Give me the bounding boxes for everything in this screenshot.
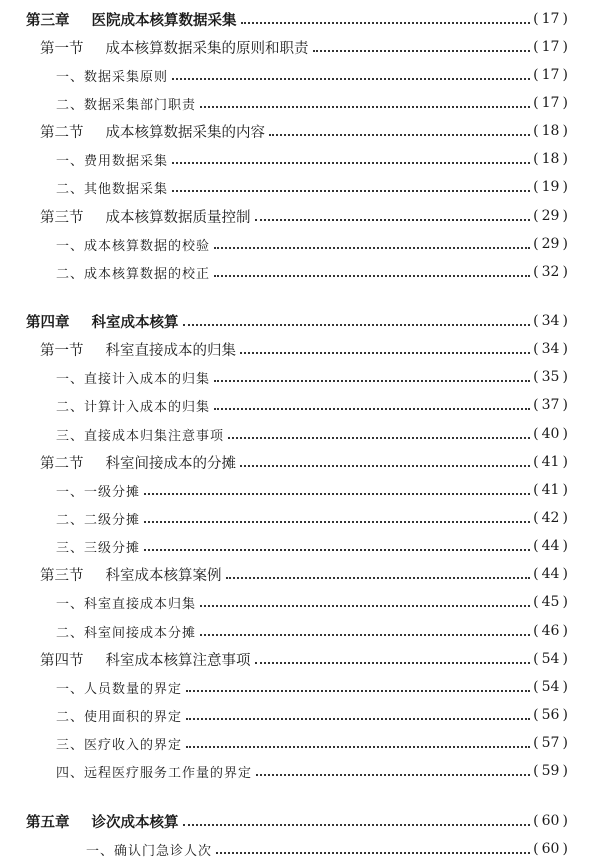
page-number xyxy=(533,313,594,329)
page-number xyxy=(533,482,594,498)
toc-item-entry[interactable] xyxy=(0,91,594,115)
page-number xyxy=(533,11,594,27)
dot-leader xyxy=(228,437,530,439)
toc-entry-title xyxy=(0,235,210,254)
toc-entry-text: 二、使用面积的界定 xyxy=(56,709,183,725)
page-number-value: 17 xyxy=(541,39,560,55)
paren-open: ( xyxy=(533,369,539,385)
page-number-value: 60 xyxy=(541,841,560,857)
page-number-value: 45 xyxy=(541,594,560,610)
paren-close: ) xyxy=(562,426,568,442)
toc-item-entry[interactable] xyxy=(0,590,594,614)
page-number-value: 18 xyxy=(541,123,560,139)
paren-close: ) xyxy=(562,566,568,582)
toc-entry-text: 二、数据采集部门职责 xyxy=(56,97,197,113)
toc-entry-title xyxy=(0,37,309,58)
page-number xyxy=(533,679,594,695)
dot-leader xyxy=(226,577,531,579)
paren-open: ( xyxy=(533,39,539,55)
toc-entry-title xyxy=(0,263,210,282)
toc-entry-text: 一、直接计入成本的归集 xyxy=(56,371,211,387)
toc-chapter-entry[interactable] xyxy=(0,809,594,833)
toc-entry-text: 四、远程医疗服务工作量的界定 xyxy=(56,765,253,781)
page-number-value: 41 xyxy=(541,482,560,498)
toc-entry-text: 成本核算数据采集的原则和职责 xyxy=(105,40,309,57)
toc-entry-number: 第二节 xyxy=(40,124,84,141)
toc-entry-title xyxy=(0,762,252,781)
paren-open: ( xyxy=(533,313,539,329)
toc-item-entry[interactable] xyxy=(0,422,594,446)
paren-open: ( xyxy=(533,236,539,252)
paren-open: ( xyxy=(533,594,539,610)
dot-leader xyxy=(186,718,530,720)
toc-entry-text: 三、三级分摊 xyxy=(56,540,141,556)
paren-open: ( xyxy=(533,841,539,857)
page-number xyxy=(533,707,594,723)
dot-leader xyxy=(256,774,530,776)
page-number-value: 42 xyxy=(541,510,560,526)
paren-close: ) xyxy=(562,397,568,413)
toc-entry-title xyxy=(0,537,140,556)
toc-item-entry[interactable] xyxy=(0,175,594,199)
toc-entry-title xyxy=(0,481,140,500)
page-number-value: 29 xyxy=(541,236,560,252)
paren-close: ) xyxy=(562,538,568,554)
page-number xyxy=(533,123,594,139)
toc-item-entry[interactable] xyxy=(0,232,594,256)
page-number xyxy=(533,735,594,751)
dot-leader xyxy=(200,106,530,108)
toc-chapter-entry[interactable] xyxy=(0,309,594,333)
toc-entry-text: 医院成本核算数据采集 xyxy=(91,12,237,29)
toc-entry-title xyxy=(0,452,236,473)
toc-entry-title xyxy=(0,339,236,360)
dot-leader xyxy=(269,134,530,136)
page-number xyxy=(533,397,594,413)
dot-leader xyxy=(183,324,531,326)
toc-entry-title xyxy=(0,622,196,641)
page-number xyxy=(533,841,594,857)
paren-open: ( xyxy=(533,454,539,470)
toc-entry-text: 二、计算计入成本的归集 xyxy=(56,399,211,415)
toc-entry-text: 三、医疗收入的界定 xyxy=(56,737,183,753)
paren-open: ( xyxy=(533,123,539,139)
paren-open: ( xyxy=(533,679,539,695)
page-number-value: 44 xyxy=(541,538,560,554)
toc-item-entry[interactable] xyxy=(0,63,594,87)
paren-close: ) xyxy=(562,510,568,526)
toc-entry-title xyxy=(0,94,196,113)
paren-close: ) xyxy=(562,11,568,27)
page-number-value: 54 xyxy=(541,679,560,695)
toc-entry-text: 二、成本核算数据的校正 xyxy=(56,266,211,282)
paren-close: ) xyxy=(562,623,568,639)
toc-section-entry[interactable] xyxy=(0,35,594,59)
toc-entry-title xyxy=(0,66,168,85)
toc-entry-text: 科室成本核算 xyxy=(91,314,179,331)
page-number-value: 29 xyxy=(541,208,560,224)
page-number-value: 17 xyxy=(541,11,560,27)
toc-entry-text: 一、费用数据采集 xyxy=(56,153,169,169)
toc-item-entry[interactable] xyxy=(0,506,594,530)
toc-entry-text: 二、二级分摊 xyxy=(56,512,141,528)
dot-leader xyxy=(172,162,530,164)
page-number-value: 56 xyxy=(541,707,560,723)
toc-item-entry[interactable] xyxy=(0,675,594,699)
paren-close: ) xyxy=(562,236,568,252)
toc-section-entry[interactable] xyxy=(0,562,594,586)
page-number-value: 40 xyxy=(541,426,560,442)
paren-open: ( xyxy=(533,482,539,498)
toc-entry-title xyxy=(0,206,251,227)
paren-open: ( xyxy=(533,95,539,111)
paren-close: ) xyxy=(562,369,568,385)
toc-entry-number: 第一节 xyxy=(40,342,84,359)
paren-close: ) xyxy=(562,264,568,280)
toc-entry-number: 第三节 xyxy=(40,567,84,584)
toc-entry-title xyxy=(0,840,212,859)
paren-close: ) xyxy=(562,679,568,695)
page-number xyxy=(533,651,594,667)
page-number xyxy=(533,264,594,280)
dot-leader xyxy=(313,50,531,52)
toc-entry-number: 第四节 xyxy=(40,652,84,669)
toc-entry-title xyxy=(0,121,265,142)
paren-close: ) xyxy=(562,841,568,857)
paren-close: ) xyxy=(562,735,568,751)
page-number xyxy=(533,67,594,83)
toc-item-entry[interactable] xyxy=(0,534,594,558)
toc-item-entry[interactable] xyxy=(0,703,594,727)
paren-open: ( xyxy=(533,538,539,554)
page-number xyxy=(533,95,594,111)
paren-open: ( xyxy=(533,151,539,167)
toc-entry-number: 第二节 xyxy=(40,455,84,472)
toc-item-entry[interactable] xyxy=(0,619,594,643)
paren-close: ) xyxy=(562,813,568,829)
toc-entry-text: 二、其他数据采集 xyxy=(56,181,169,197)
paren-open: ( xyxy=(533,11,539,27)
paren-open: ( xyxy=(533,813,539,829)
toc-item-entry[interactable] xyxy=(0,478,594,502)
dot-leader xyxy=(144,549,530,551)
toc-entry-number: 第一节 xyxy=(40,40,84,57)
paren-open: ( xyxy=(533,397,539,413)
toc-section-entry[interactable] xyxy=(0,204,594,228)
dot-leader xyxy=(200,634,530,636)
toc-entry-title xyxy=(0,593,196,612)
paren-open: ( xyxy=(533,426,539,442)
paren-close: ) xyxy=(562,763,568,779)
paren-close: ) xyxy=(562,39,568,55)
paren-open: ( xyxy=(533,341,539,357)
paren-open: ( xyxy=(533,623,539,639)
dot-leader xyxy=(240,465,530,467)
page-number xyxy=(533,594,594,610)
page-number-value: 54 xyxy=(541,651,560,667)
page-number xyxy=(533,426,594,442)
toc-entry-title xyxy=(0,509,140,528)
toc-entry-text: 一、一级分摊 xyxy=(56,484,141,500)
page-number xyxy=(533,39,594,55)
dot-leader xyxy=(172,78,530,80)
paren-open: ( xyxy=(533,510,539,526)
toc-entry-title xyxy=(0,811,179,832)
toc-entry-title xyxy=(0,564,222,585)
dot-leader xyxy=(255,662,531,664)
page-number xyxy=(533,813,594,829)
paren-close: ) xyxy=(562,482,568,498)
dot-leader xyxy=(214,247,530,249)
paren-open: ( xyxy=(533,67,539,83)
paren-open: ( xyxy=(533,179,539,195)
paren-close: ) xyxy=(562,179,568,195)
page-number xyxy=(533,454,594,470)
dot-leader xyxy=(240,352,530,354)
page-number-value: 37 xyxy=(541,397,560,413)
toc-entry-text: 成本核算数据采集的内容 xyxy=(105,124,265,141)
page-number-value: 57 xyxy=(541,735,560,751)
dot-leader xyxy=(172,190,530,192)
page-number-value: 17 xyxy=(541,67,560,83)
toc-entry-title xyxy=(0,425,224,444)
page-number-value: 35 xyxy=(541,369,560,385)
paren-close: ) xyxy=(562,594,568,610)
dot-leader xyxy=(186,746,530,748)
toc-entry-title xyxy=(0,368,210,387)
page-number-value: 41 xyxy=(541,454,560,470)
paren-close: ) xyxy=(562,341,568,357)
dot-leader xyxy=(144,521,530,523)
toc-entry-text: 成本核算数据质量控制 xyxy=(105,209,251,226)
toc-item-entry[interactable] xyxy=(0,837,594,861)
paren-close: ) xyxy=(562,123,568,139)
toc-item-entry[interactable] xyxy=(0,260,594,284)
page-number xyxy=(533,369,594,385)
toc-item-entry[interactable] xyxy=(0,147,594,171)
toc-section-entry[interactable] xyxy=(0,450,594,474)
toc-section-entry[interactable] xyxy=(0,647,594,671)
toc-section-entry[interactable] xyxy=(0,337,594,361)
paren-close: ) xyxy=(562,67,568,83)
dot-leader xyxy=(214,380,530,382)
dot-leader xyxy=(183,824,531,826)
page-number xyxy=(533,538,594,554)
toc-item-entry[interactable] xyxy=(0,731,594,755)
dot-leader xyxy=(200,605,530,607)
toc-entry-text: 二、科室间接成本分摊 xyxy=(56,625,197,641)
toc-entry-text: 一、数据采集原则 xyxy=(56,69,169,85)
paren-open: ( xyxy=(533,651,539,667)
paren-close: ) xyxy=(562,651,568,667)
paren-close: ) xyxy=(562,707,568,723)
toc-entry-number: 第三章 xyxy=(26,12,70,29)
toc-entry-title xyxy=(0,734,182,753)
toc-section-entry[interactable] xyxy=(0,119,594,143)
page-number xyxy=(533,151,594,167)
toc-item-entry[interactable] xyxy=(0,393,594,417)
page-number xyxy=(533,179,594,195)
page-number-value: 59 xyxy=(541,763,560,779)
paren-close: ) xyxy=(562,313,568,329)
toc-entry-text: 科室间接成本的分摊 xyxy=(105,455,236,472)
paren-open: ( xyxy=(533,735,539,751)
page-number xyxy=(533,341,594,357)
toc-entry-text: 一、科室直接成本归集 xyxy=(56,596,197,612)
toc-entry-number: 第五章 xyxy=(26,814,70,831)
toc-entry-title xyxy=(0,9,237,30)
toc-entry-title xyxy=(0,678,182,697)
toc-entry-text: 一、确认门急诊人次 xyxy=(86,843,213,859)
page-number-value: 19 xyxy=(541,179,560,195)
page-number xyxy=(533,566,594,582)
toc-entry-title xyxy=(0,178,168,197)
page-number xyxy=(533,236,594,252)
page-number-value: 32 xyxy=(541,264,560,280)
page-number-value: 18 xyxy=(541,151,560,167)
page-number-value: 17 xyxy=(541,95,560,111)
toc-entry-title xyxy=(0,649,251,670)
page-number xyxy=(533,763,594,779)
toc-item-entry[interactable] xyxy=(0,365,594,389)
toc-entry-title xyxy=(0,311,179,332)
page-number-value: 34 xyxy=(541,313,560,329)
toc-entry-text: 科室成本核算案例 xyxy=(105,567,222,584)
paren-open: ( xyxy=(533,566,539,582)
toc-entry-title xyxy=(0,706,182,725)
paren-open: ( xyxy=(533,763,539,779)
toc-entry-title xyxy=(0,150,168,169)
paren-open: ( xyxy=(533,264,539,280)
page-number xyxy=(533,208,594,224)
dot-leader xyxy=(216,852,530,854)
paren-close: ) xyxy=(562,151,568,167)
toc-item-entry[interactable] xyxy=(0,759,594,783)
paren-open: ( xyxy=(533,208,539,224)
toc-entry-text: 科室直接成本的归集 xyxy=(105,342,236,359)
page-number-value: 44 xyxy=(541,566,560,582)
toc-entry-title xyxy=(0,396,210,415)
dot-leader xyxy=(144,493,530,495)
paren-close: ) xyxy=(562,95,568,111)
page-number-value: 46 xyxy=(541,623,560,639)
toc-entry-number: 第四章 xyxy=(26,314,70,331)
toc-chapter-entry[interactable] xyxy=(0,7,594,31)
dot-leader xyxy=(214,275,530,277)
paren-open: ( xyxy=(533,707,539,723)
toc-entry-text: 科室成本核算注意事项 xyxy=(105,652,251,669)
page-number-value: 34 xyxy=(541,341,560,357)
paren-close: ) xyxy=(562,208,568,224)
page-number xyxy=(533,623,594,639)
dot-leader xyxy=(186,690,530,692)
dot-leader xyxy=(241,22,531,24)
page-number xyxy=(533,510,594,526)
dot-leader xyxy=(214,408,530,410)
toc-entry-text: 一、人员数量的界定 xyxy=(56,681,183,697)
toc-entry-number: 第三节 xyxy=(40,209,84,226)
toc-entry-text: 三、直接成本归集注意事项 xyxy=(56,428,225,444)
toc-entry-text: 诊次成本核算 xyxy=(91,814,179,831)
paren-close: ) xyxy=(562,454,568,470)
toc-entry-text: 一、成本核算数据的校验 xyxy=(56,238,211,254)
page-number-value: 60 xyxy=(541,813,560,829)
dot-leader xyxy=(255,219,531,221)
